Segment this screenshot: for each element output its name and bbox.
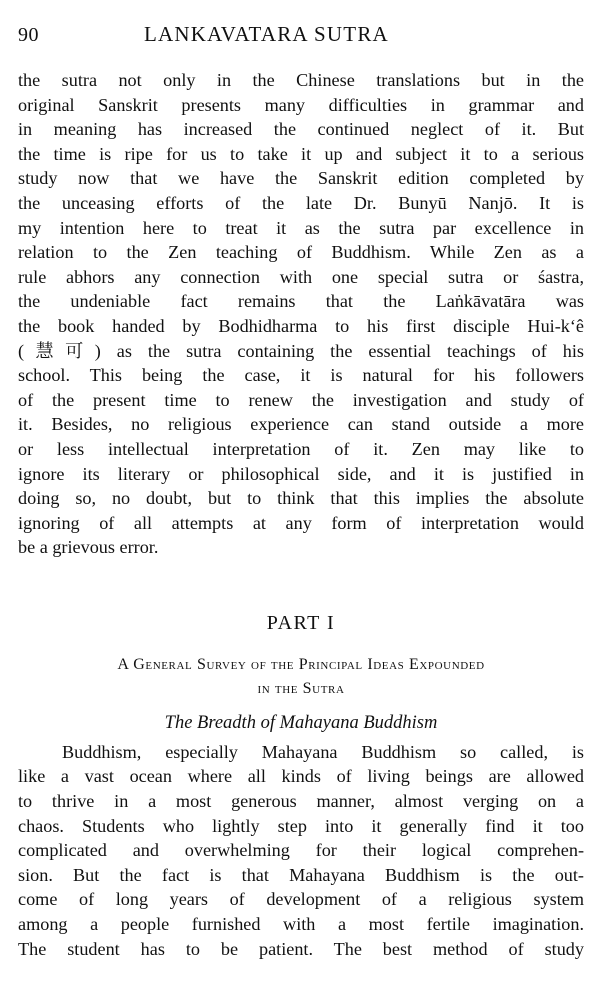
text-line: chaos. Students who lightly step into it generally find it too bbox=[18, 815, 584, 836]
running-head bbox=[18, 22, 584, 56]
text-line: study now that we have the Sanskrit edition completed by bbox=[18, 168, 584, 189]
text-line: to thrive in a most generous manner, almost verging on a bbox=[18, 791, 584, 812]
running-title: LANKAVATARA SUTRA bbox=[144, 22, 389, 46]
part-heading: PART I bbox=[266, 611, 336, 634]
text-line: school. This being the case, it is natural for his followers bbox=[18, 365, 584, 386]
text-line: rule abhors any connection with one special sutra or śastra, bbox=[18, 266, 584, 287]
survey-heading bbox=[18, 653, 584, 701]
text-line: it. Besides, no religious experience can stand outside a more bbox=[18, 414, 584, 435]
text-line: come of long years of development of a religious system bbox=[18, 889, 584, 910]
survey-heading-line: in the Sutra bbox=[257, 679, 345, 697]
text-line: the sutra not only in the Chinese translations but in the bbox=[18, 70, 584, 90]
text-line: doing so, no doubt, but to think that this implies the absolute bbox=[18, 488, 584, 509]
text-line: be a grievous error. bbox=[18, 537, 159, 558]
intro-paragraph bbox=[18, 68, 584, 560]
text-line: The student has to be patient. The best method of study bbox=[18, 938, 584, 959]
text-line: my intention here to treat it as the sutra par excellence in bbox=[18, 217, 584, 238]
text-line: or less intellectual interpretation of it. Zen may like to bbox=[18, 438, 584, 459]
text-line: Buddhism, especially Mahayana Buddhism so called, is bbox=[62, 741, 584, 762]
page-number: 90 bbox=[18, 24, 39, 46]
text-line: original Sanskrit presents many difficulties in grammar and bbox=[18, 94, 584, 115]
text-line: relation to the Zen teaching of Buddhism. While Zen as a bbox=[18, 242, 584, 263]
text-line: among a people furnished with a most fertile imagination. bbox=[18, 914, 584, 935]
text-line: ignoring of all attempts at any form of interpretation would bbox=[18, 512, 584, 533]
subsection-heading: The Breadth of Mahayana Buddhism bbox=[164, 712, 438, 733]
text-line: sion. But the fact is that Mahayana Buddhism is the out- bbox=[18, 864, 584, 885]
text-line: the time is ripe for us to take it up and subject it to a serious bbox=[18, 143, 584, 164]
second-paragraph bbox=[18, 740, 584, 961]
text-line: complicated and overwhelming for their logical comprehen- bbox=[18, 840, 584, 861]
text-line: the book handed by Bodhidharma to his first disciple Hui-k‘ê bbox=[18, 315, 584, 336]
book-page bbox=[18, 22, 584, 961]
text-line: like a vast ocean where all kinds of living beings are allowed bbox=[18, 766, 584, 787]
survey-heading-line: A General Survey of the Principal Ideas Expounded bbox=[117, 655, 485, 673]
text-line: the unceasing efforts of the late Dr. Bunyū Nanjō. It is bbox=[18, 192, 584, 213]
text-line: the undeniable fact remains that the Laṅkāvatāra was bbox=[18, 291, 584, 312]
text-line: ignore its literary or philosophical side, and it is justified in bbox=[18, 463, 584, 484]
text-line: of the present time to renew the investigation and study of bbox=[18, 389, 584, 410]
text-line: in meaning has increased the continued neglect of it. But bbox=[18, 119, 584, 140]
text-line: (慧可) as the sutra containing the essential teachings of his bbox=[18, 340, 584, 361]
